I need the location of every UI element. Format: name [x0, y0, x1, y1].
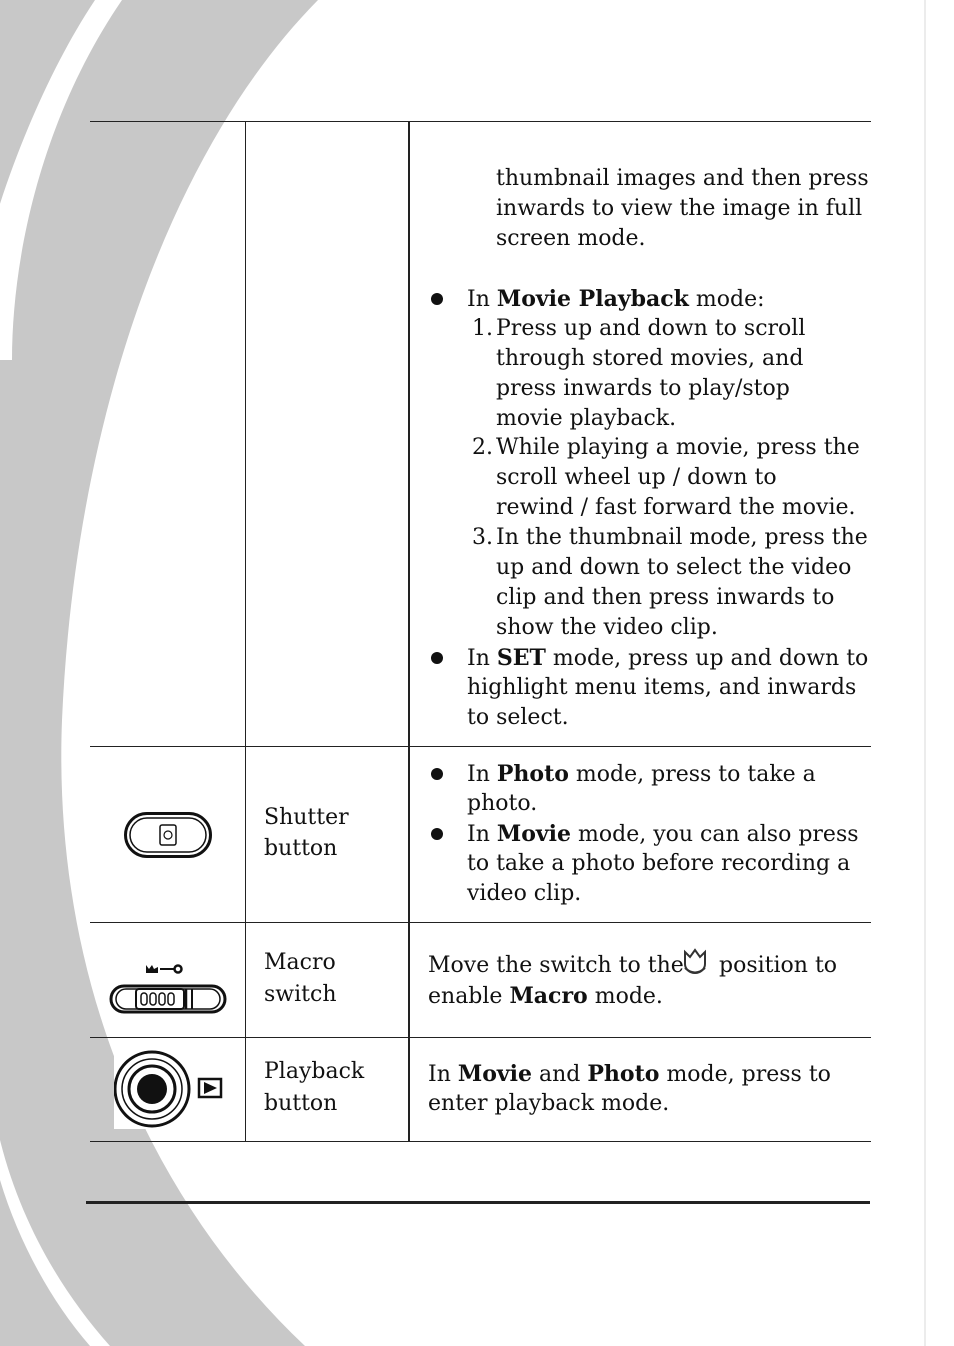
text-line: Press up and down to scroll: [496, 316, 806, 341]
table-column-divider: [408, 121, 410, 1141]
text-line: screen mode.: [496, 226, 646, 251]
text-line: video clip.: [467, 881, 582, 906]
table-column-divider: [245, 121, 246, 1141]
bullet-icon: [431, 828, 443, 840]
macro-name: Macro: [264, 950, 336, 975]
table-top-rule: [90, 121, 871, 122]
table-row-rule: [90, 746, 871, 747]
footer-rule: [86, 1201, 870, 1204]
macro-switch-icon: [108, 960, 228, 1016]
text-line: clip and then press inwards to: [496, 585, 835, 610]
text-line: photo.: [467, 791, 538, 816]
step-number: 3.: [472, 525, 493, 550]
macro-text-line2: enable Macro mode.: [428, 983, 663, 1009]
text-line: movie playback.: [496, 406, 677, 431]
table-bottom-rule: [90, 1141, 871, 1142]
text-line: inwards to view the image in full: [496, 196, 863, 221]
macro-text-line1-pre: Move the switch to the: [428, 953, 684, 978]
shutter-photo-text: In Photo mode, press to take a: [467, 761, 816, 787]
text-line: scroll wheel up / down to: [496, 465, 777, 490]
playback-text-line1: In Movie and Photo mode, press to: [428, 1061, 831, 1087]
step-number: 2.: [472, 435, 493, 460]
playback-text-line2: enter playback mode.: [428, 1091, 670, 1116]
text-line: up and down to select the video: [496, 555, 852, 580]
movie-playback-heading: In Movie Playback mode:: [467, 286, 765, 312]
text-line: thumbnail images and then press: [496, 166, 869, 191]
playback-name: Playback: [264, 1059, 365, 1084]
playback-button-icon: [114, 1049, 226, 1129]
shutter-name: Shutter: [264, 805, 349, 830]
text-line: to take a photo before recording a: [467, 851, 851, 876]
set-mode-text: In SET mode, press up and down to: [467, 645, 869, 671]
text-line: highlight menu items, and inwards: [467, 675, 857, 700]
table-row-rule: [90, 922, 871, 923]
bullet-icon: [431, 293, 443, 305]
shutter-movie-text: In Movie mode, you can also press: [467, 821, 859, 847]
macro-text-line1-post: position to: [719, 953, 838, 978]
shutter-name: button: [264, 836, 338, 861]
table-row-rule: [90, 1037, 871, 1038]
text-line: show the video clip.: [496, 615, 718, 640]
text-line: to select.: [467, 705, 569, 730]
bullet-icon: [431, 768, 443, 780]
text-line: In the thumbnail mode, press the: [496, 525, 868, 550]
text-line: rewind / fast forward the movie.: [496, 495, 856, 520]
step-number: 1.: [472, 316, 493, 341]
text-line: press inwards to play/stop: [496, 376, 790, 401]
macro-name: switch: [264, 982, 337, 1007]
text-line: While playing a movie, press the: [496, 435, 860, 460]
bullet-icon: [431, 652, 443, 664]
playback-name: button: [264, 1091, 338, 1116]
page-edge: [924, 0, 926, 1346]
macro-flower-icon: [681, 948, 709, 978]
text-line: through stored movies, and: [496, 346, 804, 371]
shutter-button-icon: [124, 812, 212, 858]
